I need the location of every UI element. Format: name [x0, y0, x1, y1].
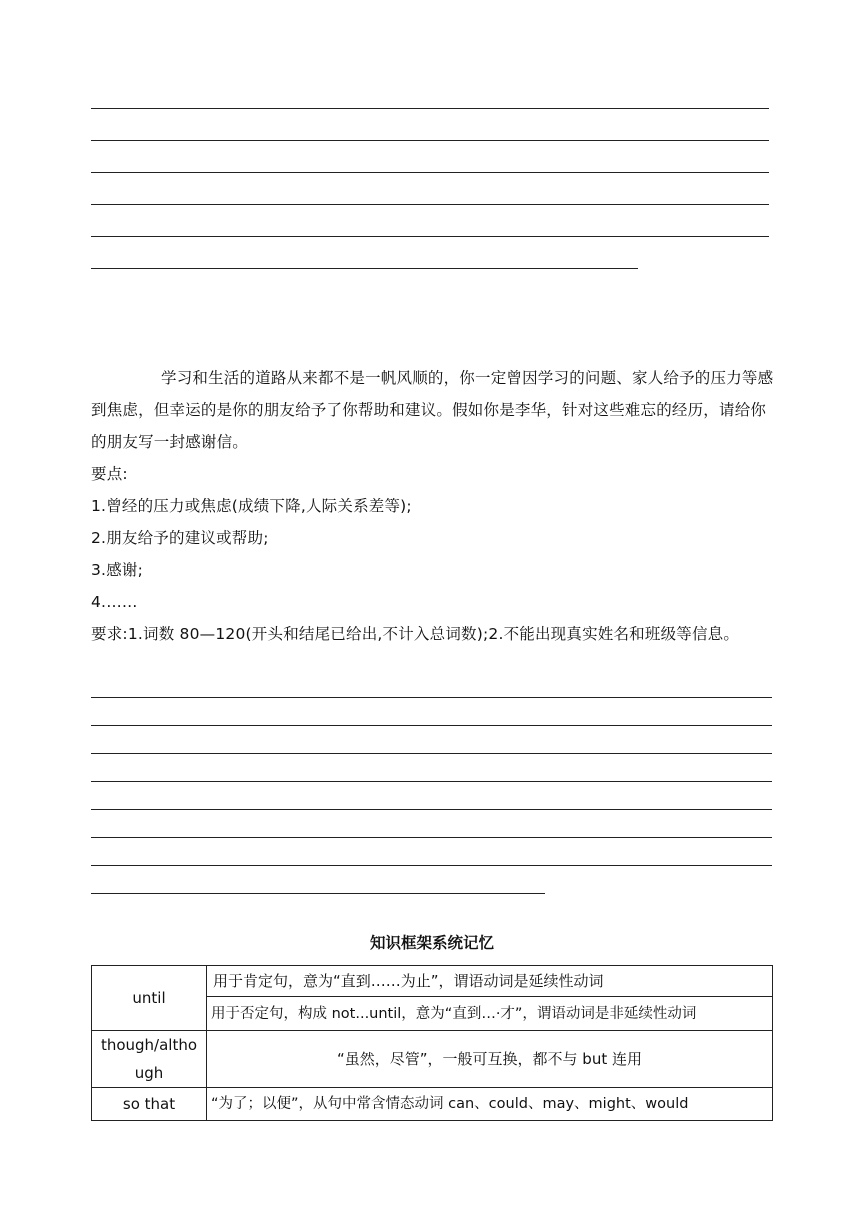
point-item: 4.……	[91, 593, 138, 611]
answer-line	[91, 140, 769, 141]
table-row	[92, 966, 773, 997]
answer-line	[91, 236, 769, 237]
point-item: 3.感谢;	[91, 561, 144, 579]
answer-line	[91, 108, 769, 109]
term-cell: though/although	[92, 1031, 207, 1088]
term-cell: so that	[92, 1088, 207, 1121]
answer-line	[91, 865, 772, 866]
answer-line	[91, 725, 772, 726]
answer-line	[91, 172, 769, 173]
answer-line	[91, 268, 638, 269]
knowledge-title: 知识框架系统记忆	[369, 934, 494, 952]
requirements: 要求:1.词数 80—120(开头和结尾已给出,不计入总词数);2.不能出现真实姓名和班级等信息。	[91, 625, 740, 643]
knowledge-table	[91, 965, 773, 1121]
desc-cell: “虽然，尽管”，一般可互换，都不与 but 连用	[207, 1031, 773, 1088]
point-item: 1.曾经的压力或焦虑(成绩下降,人际关系差等);	[91, 497, 412, 515]
prompt-intro: 学习和生活的道路从来都不是一帆风顺的，你一定曾因学习的问题、家人给予的压力等感到焦虑，但幸运的是你的朋友给予了你帮助和建议。假如你是李华，针对这些难忘的经历，请给你的朋友写一封感谢信。	[91, 369, 774, 451]
answer-line	[91, 809, 772, 810]
desc-cell: “为了；以便”，从句中常含情态动词 can、could、may、might、would	[207, 1088, 773, 1121]
writing-prompt	[91, 362, 774, 650]
answer-line	[91, 837, 772, 838]
table-row	[92, 1031, 773, 1088]
point-item: 2.朋友给予的建议或帮助;	[91, 529, 269, 547]
answer-line	[91, 697, 772, 698]
answer-line	[91, 893, 545, 894]
term-cell: until	[92, 966, 207, 1031]
answer-line	[91, 204, 769, 205]
table-row	[92, 1088, 773, 1121]
answer-line	[91, 753, 772, 754]
points-heading: 要点:	[91, 465, 128, 483]
answer-line	[91, 781, 772, 782]
desc-cell: 用于肯定句，意为“直到……为止”，谓语动词是延续性动词	[207, 966, 773, 997]
desc-cell: 用于否定句，构成 not...until，意为“直到…·才”，谓语动词是非延续性动词	[207, 997, 773, 1031]
